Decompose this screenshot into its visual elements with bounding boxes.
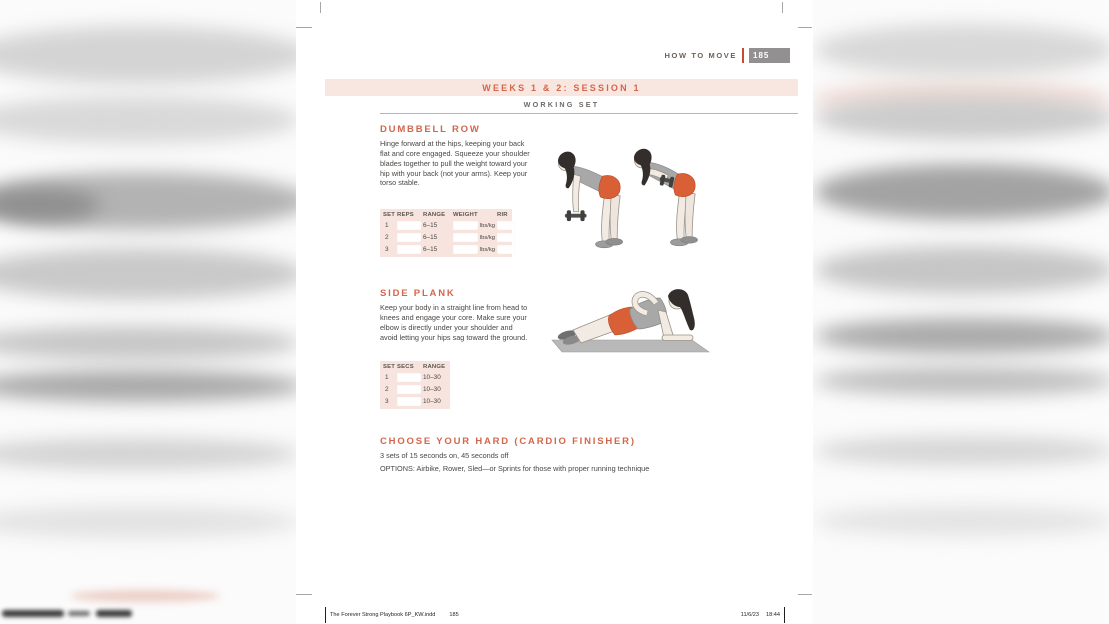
rir-fill-box	[497, 221, 515, 230]
cardio-protocol: 3 sets of 15 seconds on, 45 seconds off	[380, 451, 509, 460]
set-number: 1	[385, 374, 389, 381]
blur-streak	[815, 366, 1109, 396]
secs-range: 10–30	[423, 398, 441, 405]
blur-streak	[815, 318, 1109, 354]
reps-fill-box	[397, 245, 421, 254]
column-header: REPS	[397, 212, 414, 218]
blur-streak	[815, 506, 1109, 536]
dumbbell-row-table	[380, 209, 512, 257]
weight-unit: lbs/kg	[479, 246, 495, 253]
running-header	[296, 48, 790, 63]
side-plank-illustration	[546, 283, 714, 357]
rir-fill-box	[497, 233, 515, 242]
blur-streak	[0, 326, 300, 360]
set-number: 3	[385, 398, 389, 405]
blur-streak	[815, 164, 1109, 220]
blur-streak	[0, 370, 305, 402]
blur-streak	[815, 436, 1109, 466]
blur-streak	[0, 438, 300, 470]
dumbbell-row-illustration	[555, 130, 703, 254]
session-banner	[325, 79, 798, 96]
blur-streak	[0, 26, 310, 84]
running-header-label: HOW TO MOVE	[664, 51, 737, 60]
set-number: 3	[385, 246, 389, 253]
column-header: SET	[383, 364, 396, 370]
weight-fill-box	[453, 233, 478, 242]
section-cardio-finisher	[380, 436, 800, 473]
proof-time: 18:44	[766, 612, 780, 618]
secs-fill-box	[397, 397, 421, 406]
section-dumbbell-row	[380, 124, 532, 188]
blur-streak	[0, 96, 300, 144]
set-number: 2	[385, 234, 389, 241]
proof-date: 11/6/23	[740, 612, 759, 618]
secs-range: 10–30	[423, 386, 441, 393]
page-number-accent-bar	[742, 48, 744, 63]
exercise-description: Keep your body in a straight line from head to knees and engage your core. Make sure your elbow is directly under your shoulder and avoid letting your hips sag toward the ground.	[380, 303, 528, 342]
proof-footer	[296, 606, 813, 624]
footer-page-number: 185	[449, 612, 459, 618]
secs-fill-box	[397, 373, 421, 382]
set-number: 1	[385, 222, 389, 229]
reps-fill-box	[397, 233, 421, 242]
secs-fill-box	[397, 385, 421, 394]
slug-bar-left	[325, 607, 326, 623]
weight-unit: lbs/kg	[479, 222, 495, 229]
blur-streak	[0, 248, 305, 300]
page-number-badge: 185	[749, 48, 790, 63]
exercise-description: Hinge forward at the hips, keeping your back flat and core engaged. Squeeze your shoulder blades together to pull the weight toward your hip with your back (not your arms). Keep your torso stable.	[380, 139, 530, 188]
column-header: SET	[383, 212, 396, 218]
crop-mark	[320, 2, 321, 13]
exercise-title: SIDE PLANK	[380, 288, 456, 299]
blurred-footer-text	[68, 611, 90, 616]
section-divider-rule	[380, 113, 798, 114]
column-header: WEIGHT	[453, 212, 478, 218]
session-banner-title: WEEKS 1 & 2: SESSION 1	[482, 82, 641, 93]
blur-streak	[815, 24, 1109, 76]
filename-text: The Forever Strong Playbook 6P_KW.indd	[330, 612, 436, 618]
weight-fill-box	[453, 221, 478, 230]
book-page	[296, 0, 813, 624]
crop-mark	[296, 27, 312, 28]
crop-mark	[798, 594, 812, 595]
rir-fill-box	[497, 245, 515, 254]
blurred-footer-text	[2, 610, 64, 617]
column-header: RANGE	[423, 212, 446, 218]
rep-range: 6–15	[423, 234, 438, 241]
column-header: RIR	[497, 212, 508, 218]
document-filename	[330, 612, 459, 618]
column-header: SECS	[397, 364, 414, 370]
column-header: RANGE	[423, 364, 446, 370]
proof-timestamp	[741, 612, 780, 618]
crop-mark	[798, 27, 812, 28]
blur-streak	[815, 246, 1109, 294]
blur-streak	[70, 590, 220, 602]
weight-fill-box	[453, 245, 478, 254]
blurred-footer-text	[96, 610, 132, 617]
secs-range: 10–30	[423, 374, 441, 381]
crop-mark	[296, 594, 312, 595]
rep-range: 6–15	[423, 246, 438, 253]
cardio-title: CHOOSE YOUR HARD (CARDIO FINISHER)	[380, 436, 636, 447]
rep-range: 6–15	[423, 222, 438, 229]
blur-streak	[815, 96, 1109, 140]
set-number: 2	[385, 386, 389, 393]
working-set-label: WORKING SET	[523, 100, 600, 109]
side-plank-table	[380, 361, 450, 409]
reps-fill-box	[397, 221, 421, 230]
exercise-title: DUMBBELL ROW	[380, 124, 481, 135]
section-side-plank	[380, 288, 532, 342]
cardio-options: OPTIONS: Airbike, Rower, Sled—or Sprints for those with proper running technique	[380, 464, 650, 473]
blur-streak	[0, 506, 300, 538]
crop-mark	[782, 2, 783, 13]
weight-unit: lbs/kg	[479, 234, 495, 241]
slug-bar-right	[784, 607, 785, 623]
